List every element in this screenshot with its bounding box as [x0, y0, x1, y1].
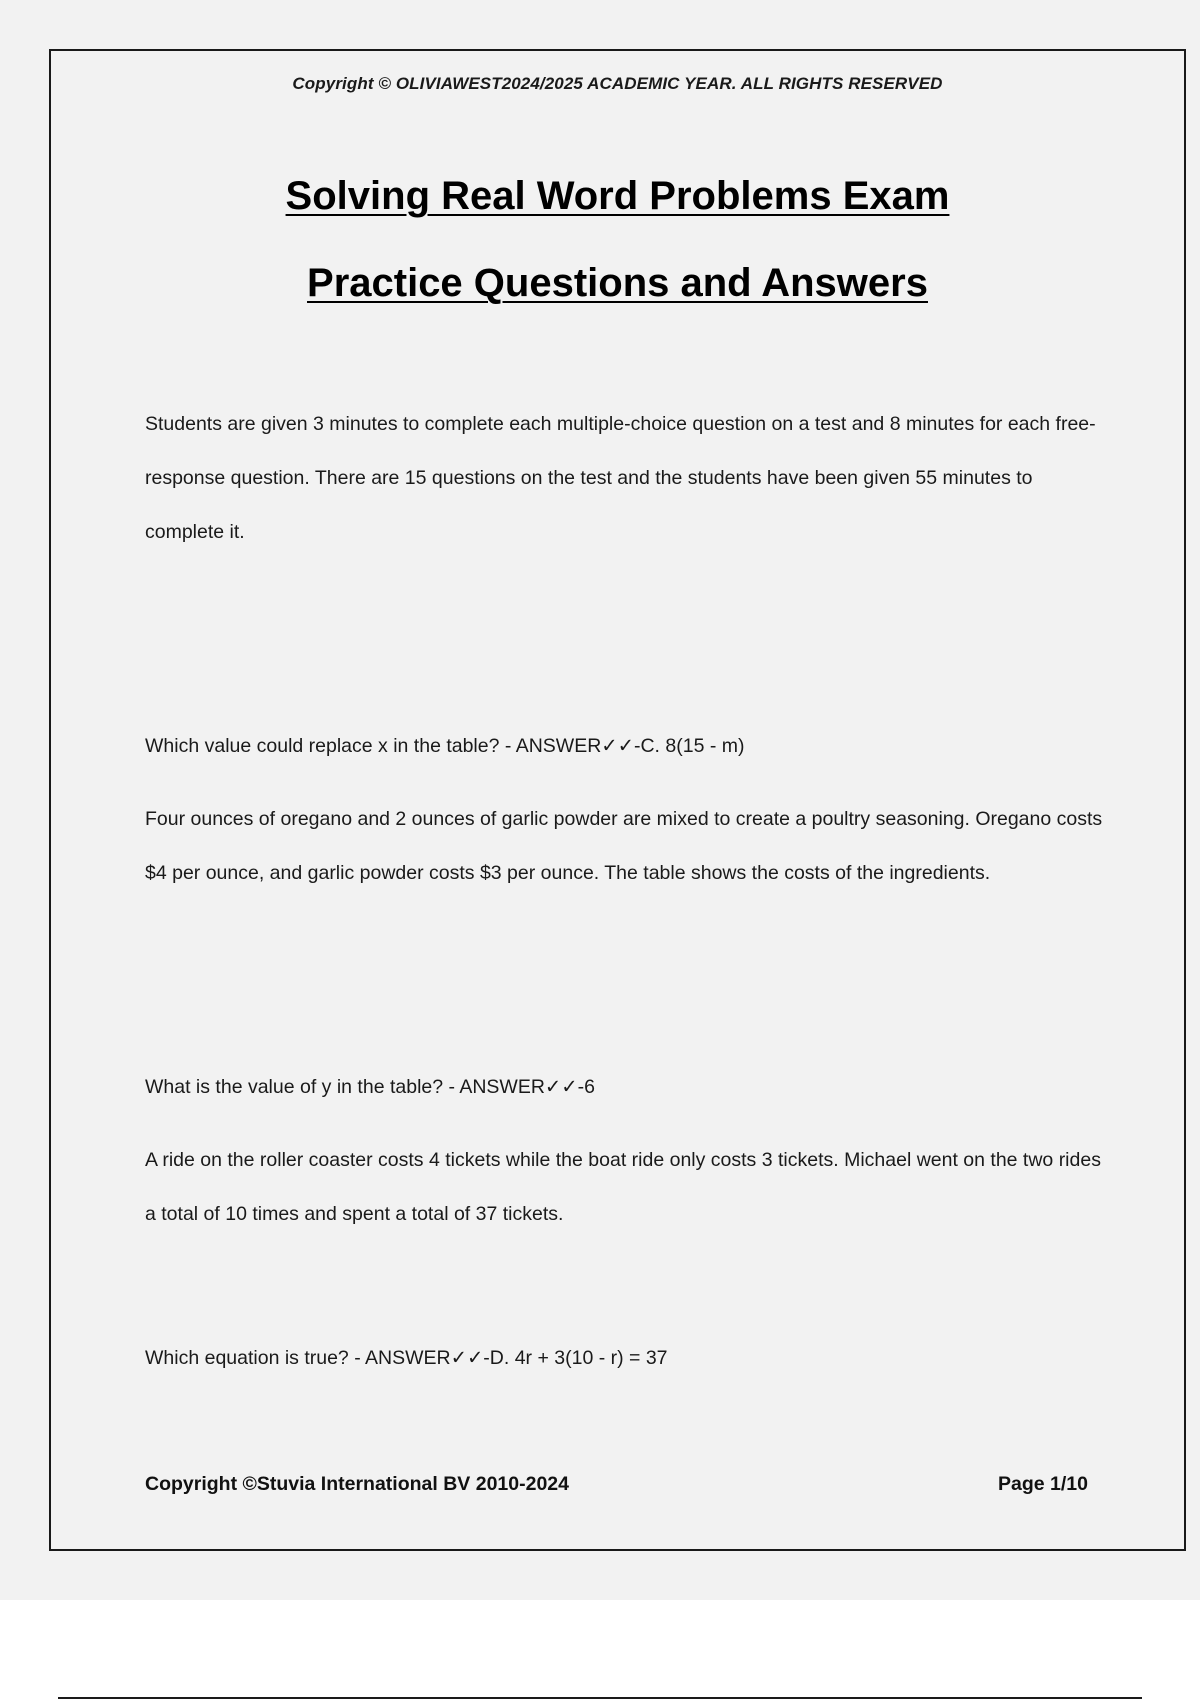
question-context-paragraph: Students are given 3 minutes to complete each multiple-choice question on a test and 8 minutes for each free-response question. There are 15 questions on the test and the students have been given 55 minutes to complete it.	[145, 413, 1096, 543]
footer-copyright: Copyright ©Stuvia International BV 2010-2024	[145, 1473, 569, 1495]
question-answer-line: What is the value of y in the table? - ANSWER✓✓-6	[145, 1076, 595, 1098]
title-line-1-text: Solving Real Word Problems Exam	[285, 174, 950, 218]
question-context-paragraph: A ride on the roller coaster costs 4 tickets while the boat ride only costs 3 tickets. Michael went on the two rides a total of 10 times and spent a total of 37 tickets.	[145, 1149, 1101, 1225]
title-line-1	[0, 174, 1200, 219]
header-copyright: Copyright © OLIVIAWEST2024/2025 ACADEMIC YEAR. ALL RIGHTS RESERVED	[292, 74, 943, 93]
title-line-2	[0, 261, 1200, 306]
next-page-border-edge	[58, 1697, 1142, 1699]
page-number: Page 1/10	[998, 1473, 1088, 1495]
question-answer-line: Which equation is true? - ANSWER✓✓-D. 4r + 3(10 - r) = 37	[145, 1347, 668, 1369]
question-context-paragraph: Four ounces of oregano and 2 ounces of garlic powder are mixed to create a poultry seasoning. Oregano costs $4 per ounce, and garlic powder costs $3 per ounce. The table shows the costs of the ingredients.	[145, 808, 1103, 884]
question-answer-line: Which value could replace x in the table? - ANSWER✓✓-C. 8(15 - m)	[145, 735, 745, 757]
title-line-2-text: Practice Questions and Answers	[307, 261, 928, 305]
